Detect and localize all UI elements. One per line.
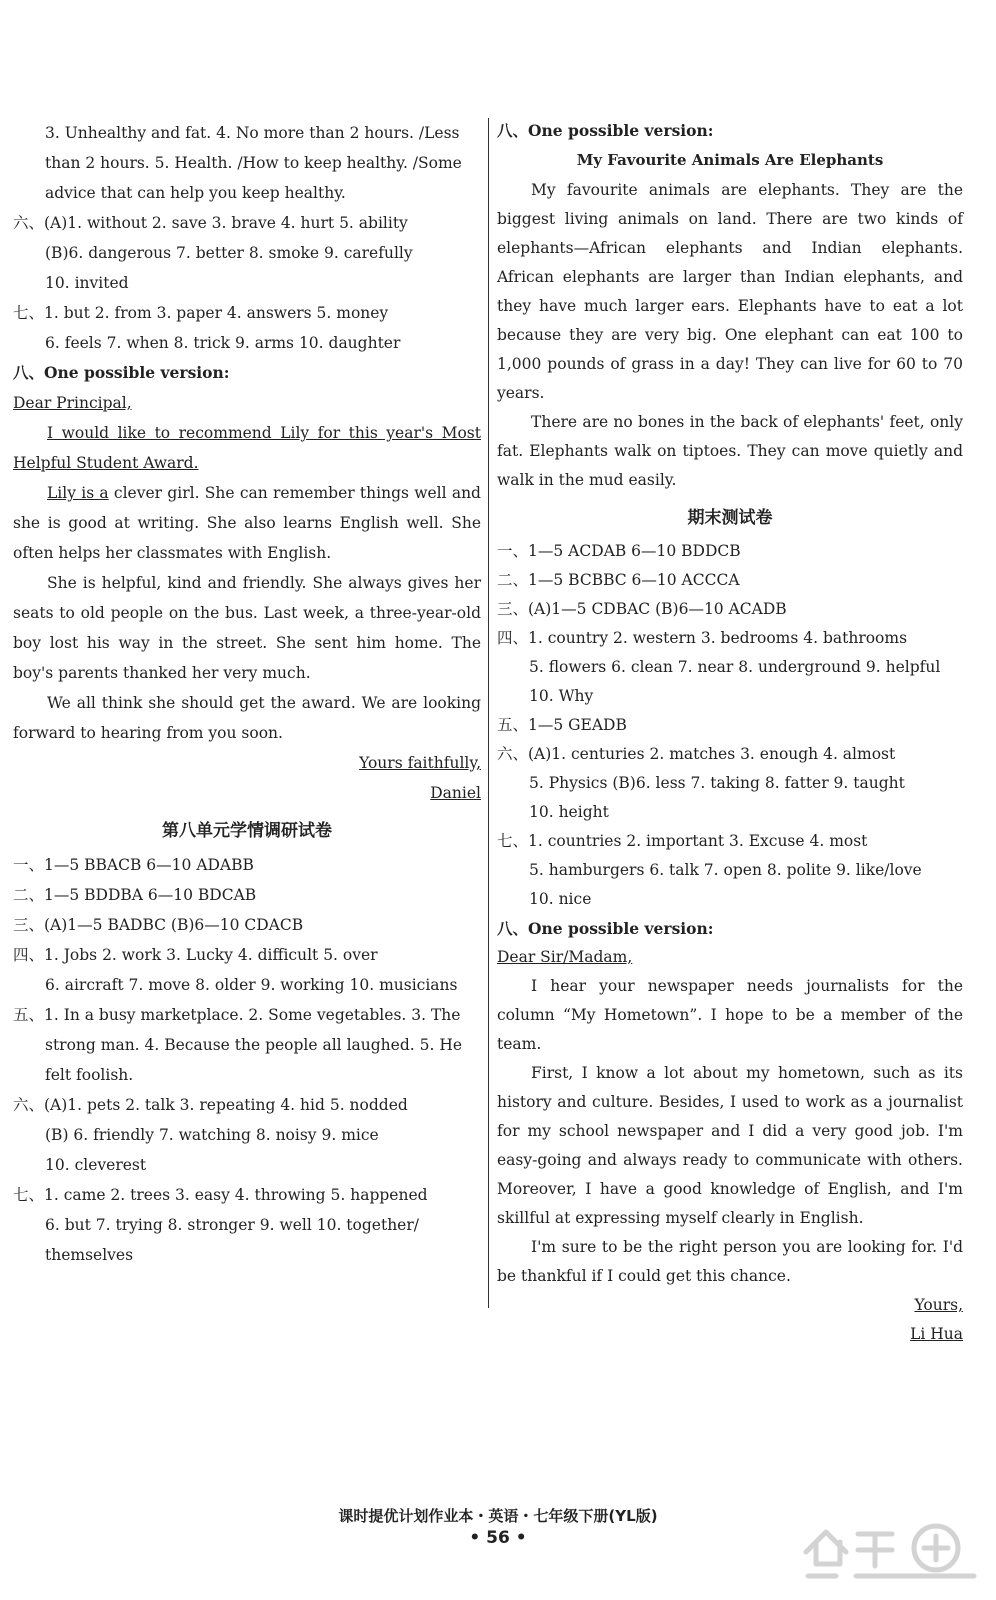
essay-paragraph: There are no bones in the back of elephants' feet, only fat. Elephants walk on tiptoes. They can move quietly and walk in the mud easily. <box>497 413 963 489</box>
letter-paragraph: First, I know a lot about my hometown, such as its history and culture. Besides, I used to work as a journalist for my school newspaper and I did a very good job. I'm easy-going and always ready to communicate with others. Moreover, I have a good knowledge of English, and I'm skillful at expressing myself clearly in English. <box>497 1064 963 1227</box>
right-column <box>497 118 963 1349</box>
letter-paragraph: I'm sure to be the right person you are looking for. I'd be thankful if I could get this chance. <box>497 1238 963 1285</box>
letter-signature: Daniel <box>430 784 481 802</box>
letter-closing: Yours faithfully, <box>359 754 481 772</box>
answer-line: 10. nice <box>529 890 592 908</box>
letter-paragraph: She is helpful, kind and friendly. She always gives her seats to old people on the bus. Last week, a three-year-old boy lost his way in the street. She sent him home. The boy's parents thanked her very much. <box>13 574 481 682</box>
answer-line: strong man. 4. Because the people all laughed. 5. He <box>45 1036 463 1054</box>
letter-paragraph: I hear your newspaper needs journalists for the column “My Hometown”. I hope to be a member of the team. <box>497 977 963 1053</box>
version-heading: 八、One possible version: <box>13 363 230 382</box>
answer-line: felt foolish. <box>45 1066 134 1084</box>
watermark-logo-icon <box>796 1512 986 1596</box>
answer-line: 三、(A)1—5 BADBC (B)6—10 CDACB <box>13 916 304 934</box>
left-column <box>13 118 481 1270</box>
letter-signature: Li Hua <box>910 1325 963 1343</box>
essay-paragraph: My favourite animals are elephants. They are the biggest living animals on land. There are two kinds of elephants—African elephants and Indian elephants. African elephants are larger than Indian elephants, and they have much larger ears. Elephants have to eat a lot because they are very big. One elephant can eat 100 to 1,000 pounds of grass in a day! They can live for 60 to 70 years. <box>497 181 963 402</box>
book-title-footer: 课时提优计划作业本・英语・七年级下册(YL版) <box>338 1507 658 1525</box>
answer-line: 5. flowers 6. clean 7. near 8. underground 9. helpful <box>529 658 941 676</box>
answer-line: 5. hamburgers 6. talk 7. open 8. polite 9. like/love <box>529 861 922 879</box>
answer-line: 5. Physics (B)6. less 7. taking 8. fatter 9. taught <box>529 774 905 792</box>
answer-line: than 2 hours. 5. Health. /How to keep healthy. /Some <box>45 154 462 172</box>
answer-line: 五、1. In a busy marketplace. 2. Some vegetables. 3. The <box>13 1006 461 1024</box>
answer-line: 七、1. came 2. trees 3. easy 4. throwing 5. happened <box>13 1186 428 1204</box>
letter-salutation: Dear Principal, <box>13 394 132 412</box>
answer-line: 四、1. Jobs 2. work 3. Lucky 4. difficult 5. over <box>13 946 378 964</box>
essay-title: My Favourite Animals Are Elephants <box>576 151 884 169</box>
answer-line: (B)6. dangerous 7. better 8. smoke 9. carefully <box>45 244 413 262</box>
letter-closing: Yours, <box>914 1296 963 1314</box>
answer-line: 10. cleverest <box>45 1156 147 1174</box>
answer-line: 二、1—5 BCBBC 6—10 ACCCA <box>497 571 740 589</box>
answer-line: 一、1—5 BBACB 6—10 ADABB <box>13 856 254 874</box>
answer-line: 6. aircraft 7. move 8. older 9. working 10. musicians <box>45 976 458 994</box>
answer-line: 六、(A)1. centuries 2. matches 3. enough 4. almost <box>497 745 896 763</box>
answer-line: 六、(A)1. pets 2. talk 3. repeating 4. hid 5. nodded <box>13 1096 408 1114</box>
answer-line: 三、(A)1—5 CDBAC (B)6—10 ACADB <box>497 600 787 618</box>
letter-paragraph <box>13 478 481 568</box>
letter-paragraph: We all think she should get the award. We are looking forward to hearing from you soon. <box>13 694 481 742</box>
underlined-phrase: Lily is a <box>47 484 109 502</box>
section-title: 第八单元学情调研试卷 <box>162 821 332 841</box>
version-heading: 八、One possible version: <box>497 121 714 140</box>
section-title: 期末测试卷 <box>687 508 773 528</box>
version-heading: 八、One possible version: <box>497 919 714 938</box>
answer-line: 6. feels 7. when 8. trick 9. arms 10. daughter <box>45 334 401 352</box>
column-divider <box>488 118 489 1308</box>
answer-line: 3. Unhealthy and fat. 4. No more than 2 hours. /Less <box>45 124 460 142</box>
answer-line: 七、1. but 2. from 3. paper 4. answers 5. money <box>13 304 389 322</box>
answer-line: advice that can help you keep healthy. <box>45 184 346 202</box>
answer-line: 一、1—5 ACDAB 6—10 BDDCB <box>497 542 741 560</box>
page-number: • 56 • <box>469 1528 527 1548</box>
letter-salutation: Dear Sir/Madam, <box>497 948 633 966</box>
answer-line: 五、1—5 GEADB <box>497 716 627 734</box>
answer-line: (B) 6. friendly 7. watching 8. noisy 9. mice <box>45 1126 379 1144</box>
letter-paragraph: I would like to recommend Lily for this year's Most Helpful Student Award. <box>13 424 481 472</box>
answer-line: 四、1. country 2. western 3. bedrooms 4. bathrooms <box>497 629 908 647</box>
answer-line: 10. Why <box>529 687 594 705</box>
answer-line: 二、1—5 BDDBA 6—10 BDCAB <box>13 886 257 904</box>
answer-line: themselves <box>45 1246 134 1264</box>
paragraph-text: clever girl. She can remember things well and she is good at writing. She also learns English well. She often helps her classmates with English. <box>13 484 481 562</box>
answer-line: 10. height <box>529 803 609 821</box>
answer-line: 6. but 7. trying 8. stronger 9. well 10. together/ <box>45 1216 419 1234</box>
answer-line: 六、(A)1. without 2. save 3. brave 4. hurt 5. ability <box>13 214 408 232</box>
answer-line: 七、1. countries 2. important 3. Excuse 4. most <box>497 832 868 850</box>
answer-line: 10. invited <box>45 274 129 292</box>
